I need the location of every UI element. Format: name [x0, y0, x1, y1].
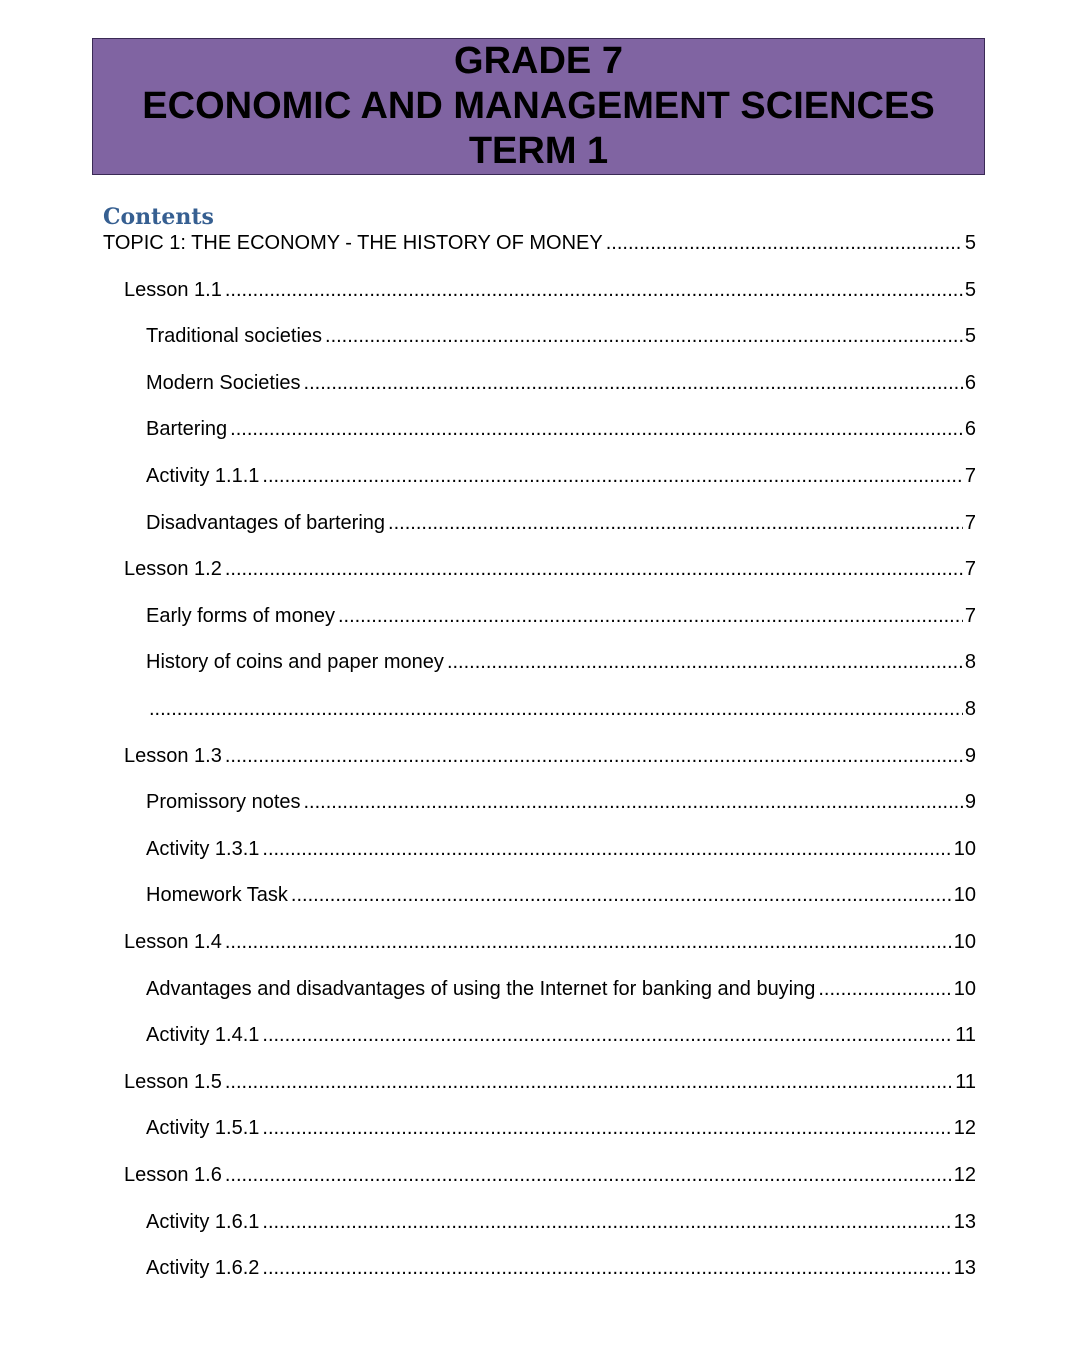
toc-entry-label: History of coins and paper money — [146, 651, 444, 673]
toc-dot-leader — [388, 508, 963, 538]
toc-dot-leader — [338, 601, 963, 631]
toc-entry-page-number: 7 — [964, 605, 976, 627]
toc-entry-label: Homework Task — [146, 884, 288, 906]
toc-entry-page-number: 10 — [953, 884, 976, 906]
toc-dot-leader — [262, 1113, 951, 1143]
toc-entry-page-number: 5 — [964, 232, 976, 254]
toc-entry-page-number: 7 — [964, 465, 976, 487]
toc-dot-leader — [291, 880, 952, 910]
title-subject: ECONOMIC AND MANAGEMENT SCIENCES — [142, 85, 935, 127]
toc-entry-page-number: 12 — [953, 1117, 976, 1139]
toc-dot-leader — [225, 1067, 953, 1097]
toc-entry[interactable] — [124, 927, 976, 957]
toc-entry[interactable] — [146, 974, 976, 1004]
toc-entry-label: Activity 1.6.2 — [146, 1257, 260, 1279]
toc-dot-leader — [149, 694, 963, 724]
toc-entry-label: Lesson 1.2 — [124, 558, 222, 580]
toc-entry[interactable] — [146, 787, 976, 817]
toc-entry-label: Lesson 1.4 — [124, 931, 222, 953]
toc-entry-label: Modern Societies — [146, 372, 301, 394]
toc-entry-page-number: 5 — [964, 325, 976, 347]
toc-entry-label: Lesson 1.1 — [124, 279, 222, 301]
toc-entry-page-number: 7 — [964, 558, 976, 580]
toc-entry-page-number: 12 — [953, 1164, 976, 1186]
toc-entry-page-number: 11 — [955, 1071, 976, 1093]
toc-entry[interactable] — [146, 880, 976, 910]
toc-dot-leader — [225, 1160, 952, 1190]
toc-entry-label: Lesson 1.6 — [124, 1164, 222, 1186]
toc-entry-page-number: 7 — [964, 512, 976, 534]
toc-entry[interactable] — [146, 694, 976, 724]
toc-dot-leader — [230, 414, 963, 444]
toc-entry-label: Lesson 1.5 — [124, 1071, 222, 1093]
toc-entry[interactable] — [146, 1113, 976, 1143]
title-term: TERM 1 — [468, 130, 609, 172]
toc-entry[interactable] — [146, 321, 976, 351]
toc-dot-leader — [262, 1207, 951, 1237]
toc-entry-label: Activity 1.6.1 — [146, 1211, 260, 1233]
toc-entry-label: Activity 1.3.1 — [146, 838, 260, 860]
toc-entry[interactable] — [146, 461, 976, 491]
toc-entry[interactable] — [103, 228, 976, 258]
toc-entry-page-number: 10 — [953, 838, 976, 860]
toc-entry[interactable] — [124, 1160, 976, 1190]
toc-entry-label: Lesson 1.3 — [124, 745, 222, 767]
toc-entry-page-number: 5 — [964, 279, 976, 301]
toc-dot-leader — [304, 368, 963, 398]
toc-entry-page-number: 10 — [953, 931, 976, 953]
toc-entry-label: Promissory notes — [146, 791, 301, 813]
toc-entry-label: Early forms of money — [146, 605, 335, 627]
toc-dot-leader — [606, 228, 963, 258]
toc-entry[interactable] — [146, 1020, 976, 1050]
toc-entry[interactable] — [124, 741, 976, 771]
toc-dot-leader — [818, 974, 951, 1004]
title-banner — [92, 38, 985, 175]
toc-entry[interactable] — [146, 368, 976, 398]
toc-entry-page-number: 11 — [955, 1024, 976, 1046]
toc-dot-leader — [225, 741, 963, 771]
toc-entry-label: Traditional societies — [146, 325, 323, 347]
toc-entry[interactable] — [124, 554, 976, 584]
toc-entry-label: Disadvantages of bartering — [146, 512, 386, 534]
toc-dot-leader — [262, 1253, 951, 1283]
toc-entry[interactable] — [146, 508, 976, 538]
toc-entry-label: Activity 1.5.1 — [146, 1117, 260, 1139]
toc-dot-leader — [225, 275, 963, 305]
toc-entry[interactable] — [146, 1253, 976, 1283]
toc-dot-leader — [225, 554, 963, 584]
toc-dot-leader — [262, 461, 962, 491]
toc-dot-leader — [447, 647, 963, 677]
toc-entry-label: Bartering — [146, 418, 228, 440]
toc-entry-page-number: 8 — [964, 698, 976, 720]
toc-entry[interactable] — [146, 834, 976, 864]
toc-entry-page-number: 6 — [964, 372, 976, 394]
toc-entry-page-number: 9 — [964, 745, 976, 767]
toc-entry[interactable] — [146, 647, 976, 677]
toc-dot-leader — [304, 787, 963, 817]
toc-entry[interactable] — [124, 1067, 976, 1097]
toc-entry-page-number: 9 — [964, 791, 976, 813]
toc-dot-leader — [262, 834, 951, 864]
toc-entry-label: Advantages and disadvantages of using the Internet for banking and buying — [146, 978, 816, 1000]
toc-entry[interactable] — [146, 414, 976, 444]
toc-entry[interactable] — [146, 1207, 976, 1237]
title-grade: GRADE 7 — [454, 40, 623, 82]
toc-dot-leader — [225, 927, 952, 957]
toc-entry-page-number: 8 — [964, 651, 976, 673]
toc-entry[interactable] — [146, 601, 976, 631]
toc-entry-label: Activity 1.1.1 — [146, 465, 260, 487]
toc-entry-page-number: 13 — [953, 1257, 976, 1279]
toc-entry-page-number: 13 — [953, 1211, 976, 1233]
toc-dot-leader — [262, 1020, 953, 1050]
toc-entry-label: TOPIC 1: THE ECONOMY - THE HISTORY OF MONEY — [103, 232, 603, 254]
toc-entry[interactable] — [124, 275, 976, 305]
toc-entry-page-number: 6 — [964, 418, 976, 440]
toc-entry-page-number: 10 — [953, 978, 976, 1000]
toc-entry-label: Activity 1.4.1 — [146, 1024, 260, 1046]
toc-dot-leader — [325, 321, 963, 351]
contents-heading: Contents — [103, 204, 214, 230]
